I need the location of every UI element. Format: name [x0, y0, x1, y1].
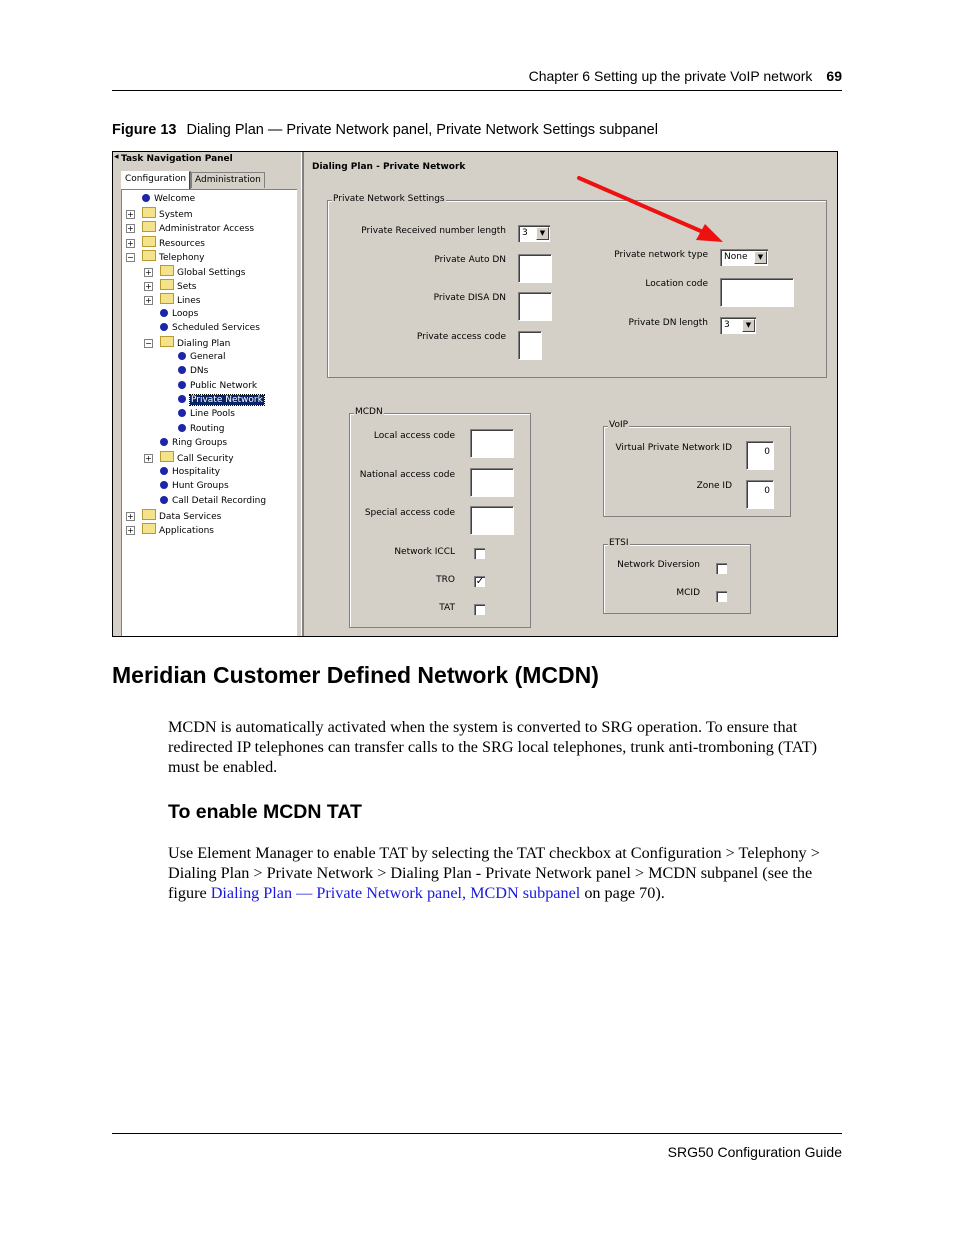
expand-icon[interactable]: + — [145, 296, 152, 305]
expand-icon[interactable]: + — [127, 512, 134, 521]
tree-item-label: Lines — [177, 296, 201, 306]
footer-text: SRG50 Configuration Guide — [667, 1144, 842, 1160]
panel-pin-icon[interactable]: ◂ — [114, 152, 119, 162]
tree-item-label: Resources — [159, 239, 205, 249]
special-access-code-label: Special access code — [364, 508, 455, 518]
tree-item-label: Call Security — [177, 454, 234, 464]
select-value: None — [724, 252, 748, 262]
tree-item-label: Scheduled Services — [172, 323, 260, 333]
mcid-label: MCID — [676, 588, 700, 598]
private-access-code-label: Private access code — [416, 332, 506, 342]
tab-configuration[interactable]: Configuration — [121, 171, 190, 189]
tree-item-label: Telephony — [159, 253, 205, 263]
virtual-private-network-id-label: Virtual Private Network ID — [615, 443, 732, 453]
network-diversion-label: Network Diversion — [617, 560, 700, 570]
zone-id-field[interactable]: 0 — [746, 480, 774, 509]
tree-item-label: Ring Groups — [172, 438, 228, 448]
procedure-body-start: Use Element Manager to enable TAT by selecting the TAT checkbox at Configuration > Telephony > Dialing Plan > Private Network > Dialing Plan - Private Network panel > MCDN subpanel (see the figure — [168, 844, 820, 902]
tree-item-label: Routing — [190, 424, 225, 434]
tab-administration[interactable]: Administration — [191, 172, 265, 188]
private-disa-dn-label: Private DISA DN — [433, 293, 506, 303]
tree-item-label: Call Detail Recording — [172, 496, 267, 506]
procedure-body — [168, 843, 842, 903]
collapse-icon[interactable]: − — [127, 253, 134, 262]
tree-item-label-selected: Private Network — [191, 395, 263, 405]
dropdown-arrow-icon[interactable]: ▼ — [536, 227, 549, 240]
procedure-body-end: on page 70). — [580, 884, 665, 902]
tree-item-label: Sets — [177, 282, 197, 292]
expand-icon[interactable]: + — [145, 268, 152, 277]
procedure-heading: To enable MCDN TAT — [168, 801, 362, 823]
tree-item-label: Data Services — [159, 512, 222, 522]
select-value: 3 — [724, 320, 730, 330]
group-title: ETSI — [609, 538, 629, 548]
tro-label: TRO — [436, 575, 455, 585]
expand-icon[interactable]: + — [127, 526, 134, 535]
tree-item-label: Administrator Access — [159, 224, 255, 234]
local-access-code-label: Local access code — [373, 431, 455, 441]
expand-icon[interactable]: + — [145, 454, 152, 463]
private-dn-length-label: Private DN length — [628, 318, 708, 328]
expand-icon[interactable]: + — [127, 239, 134, 248]
nav-panel-title: Task Navigation Panel — [121, 154, 233, 164]
expand-icon[interactable]: + — [127, 210, 134, 219]
figure-caption — [112, 122, 658, 138]
arrow-shaft — [579, 178, 703, 232]
tree-item-label: Global Settings — [177, 268, 246, 278]
private-network-type-label: Private network type — [614, 250, 708, 260]
national-access-code-label: National access code — [359, 470, 455, 480]
arrow-head — [696, 224, 723, 242]
group-title: Private Network Settings — [333, 194, 445, 204]
tree-item-label: DNs — [190, 366, 209, 376]
figure-cross-reference-link[interactable]: Dialing Plan — Private Network panel, MCDN subpanel — [210, 884, 581, 902]
private-received-number-length-label: Private Received number length — [361, 226, 506, 236]
section-heading: Meridian Customer Defined Network (MCDN) — [112, 662, 599, 688]
tree-item-label: General — [190, 352, 226, 362]
page-number: 69 — [826, 68, 842, 84]
tat-label: TAT — [439, 603, 455, 613]
checkmark-icon: ✓ — [475, 576, 485, 587]
tree-item-label: Public Network — [190, 381, 258, 391]
select-value: 3 — [522, 228, 528, 238]
page-header — [112, 68, 842, 91]
expand-icon[interactable]: + — [145, 282, 152, 291]
tree-item-label: Hospitality — [172, 467, 221, 477]
collapse-icon[interactable]: − — [145, 339, 152, 348]
figure-label: Figure 13 — [112, 122, 177, 138]
tree-item-label: System — [159, 210, 193, 220]
location-code-label: Location code — [645, 279, 708, 289]
dropdown-arrow-icon[interactable]: ▼ — [742, 319, 755, 332]
header-text — [529, 68, 842, 84]
panel-title: Dialing Plan - Private Network — [312, 162, 466, 172]
network-iccl-label: Network ICCL — [394, 547, 455, 557]
footer-rule — [112, 1133, 842, 1134]
tree-item-label: Loops — [172, 309, 199, 319]
tree-item-label: Dialing Plan — [177, 339, 231, 349]
figure-caption-text: Dialing Plan — Private Network panel, Private Network Settings subpanel — [186, 122, 658, 138]
group-title: MCDN — [355, 407, 383, 417]
tree-item-label: Welcome — [154, 194, 196, 204]
section-body: MCDN is automatically activated when the system is converted to SRG operation. To ensure that redirected IP telephones can transfer calls to the SRG local telephones, trunk anti-tromboning (TAT) must be enabled. — [168, 718, 817, 776]
tree-item-label: Applications — [159, 526, 214, 536]
private-auto-dn-label: Private Auto DN — [434, 255, 506, 265]
figure-screenshot — [112, 151, 838, 637]
tree-item-label: Line Pools — [190, 409, 235, 419]
dropdown-arrow-icon[interactable]: ▼ — [754, 251, 767, 264]
expand-icon[interactable]: + — [127, 224, 134, 233]
tree-item-label: Hunt Groups — [172, 481, 229, 491]
chapter-title: Chapter 6 Setting up the private VoIP network — [528, 68, 813, 84]
virtual-private-network-id-field[interactable]: 0 — [746, 441, 774, 470]
zone-id-label: Zone ID — [696, 481, 732, 491]
annotation-arrow — [113, 152, 837, 636]
group-title: VoIP — [609, 420, 629, 430]
